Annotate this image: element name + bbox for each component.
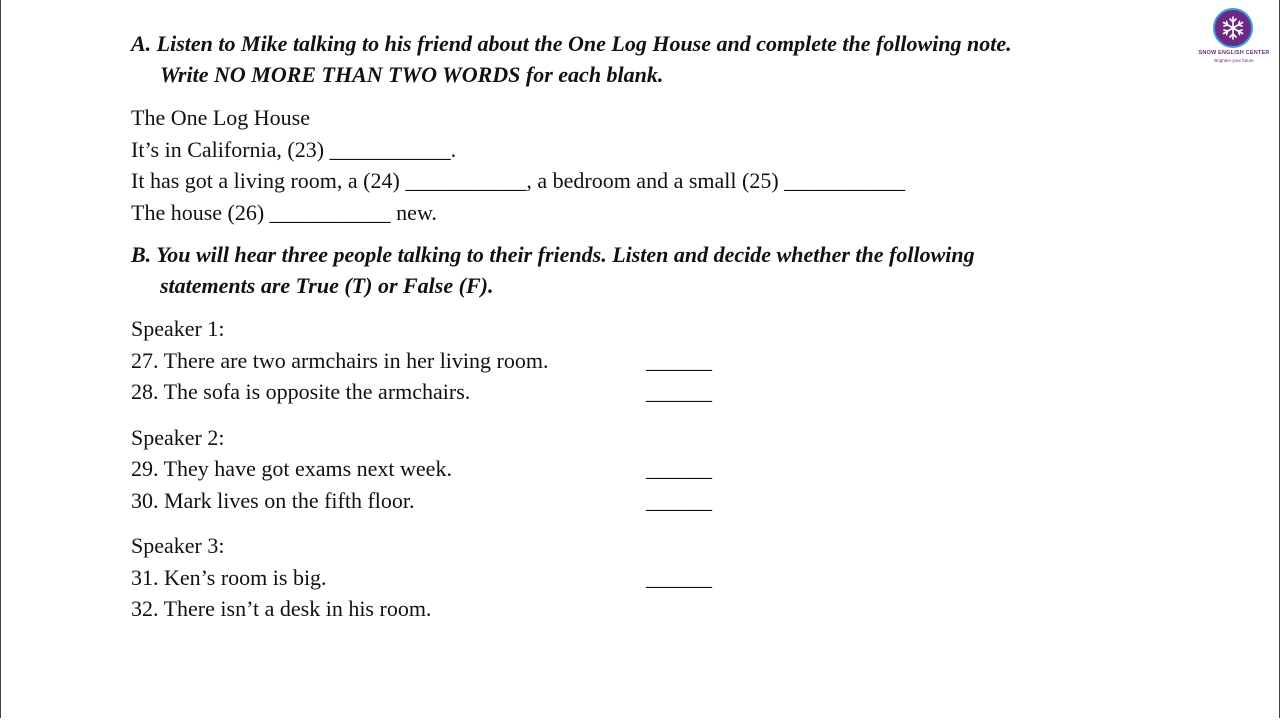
snowflake-icon [1220, 15, 1246, 41]
logo-badge [1213, 8, 1253, 48]
section-a-note [131, 102, 1099, 228]
statement-29 [131, 453, 1099, 485]
logo-name: SNOW ENGLISH CENTER [1198, 50, 1270, 56]
section-a-instruction-line2: Write NO MORE THAN TWO WORDS for each blank. [160, 62, 664, 87]
section-b-instruction [131, 239, 1099, 301]
statement-30 [131, 485, 1099, 517]
statement-text: 27. There are two armchairs in her living room. [131, 347, 549, 373]
speaker-1-group [131, 313, 1099, 408]
answer-blank: ______ [646, 379, 712, 404]
speaker-2-group [131, 422, 1099, 517]
statement-text: 30. Mark lives on the fifth floor. [131, 487, 415, 513]
worksheet [131, 28, 1099, 625]
answer-blank: ______ [646, 487, 712, 513]
note-line-26: The house (26) ___________ new. [131, 199, 437, 225]
answer-blank: ______ [646, 456, 712, 481]
statement-text: 29. They have got exams next week. [131, 456, 452, 481]
statement-27 [131, 345, 1099, 377]
statement-31 [131, 562, 1099, 594]
statement-text: 31. Ken’s room is big. [131, 564, 327, 590]
answer-blank: ______ [646, 347, 712, 373]
answer-blank: ______ [646, 564, 712, 590]
speaker-3-group [131, 530, 1099, 625]
statement-28 [131, 376, 1099, 408]
logo [1198, 8, 1270, 66]
statement-text: 32. There isn’t a desk in his room. [131, 596, 432, 621]
statement-32 [131, 593, 1099, 625]
section-b-instruction-line1: B. You will hear three people talking to their friends. Listen and decide whether the following [131, 242, 975, 267]
logo-tagline: Brighten your future [1214, 58, 1254, 63]
speaker-label: Speaker 3: [131, 533, 225, 558]
note-line-23: It’s in California, (23) ___________. [131, 136, 457, 162]
note-line-24-25: It has got a living room, a (24) ___________, a bedroom and a small (25) ___________ [131, 168, 906, 193]
section-a-instruction [131, 28, 1099, 90]
speaker-label: Speaker 1: [131, 316, 225, 341]
section-b-instruction-line2: statements are True (T) or False (F). [160, 273, 494, 298]
statement-text: 28. The sofa is opposite the armchairs. [131, 379, 471, 404]
section-a-instruction-line1: A. Listen to Mike talking to his friend about the One Log House and complete the following note. [131, 31, 1012, 56]
note-title: The One Log House [131, 105, 311, 130]
speaker-label: Speaker 2: [131, 424, 225, 450]
